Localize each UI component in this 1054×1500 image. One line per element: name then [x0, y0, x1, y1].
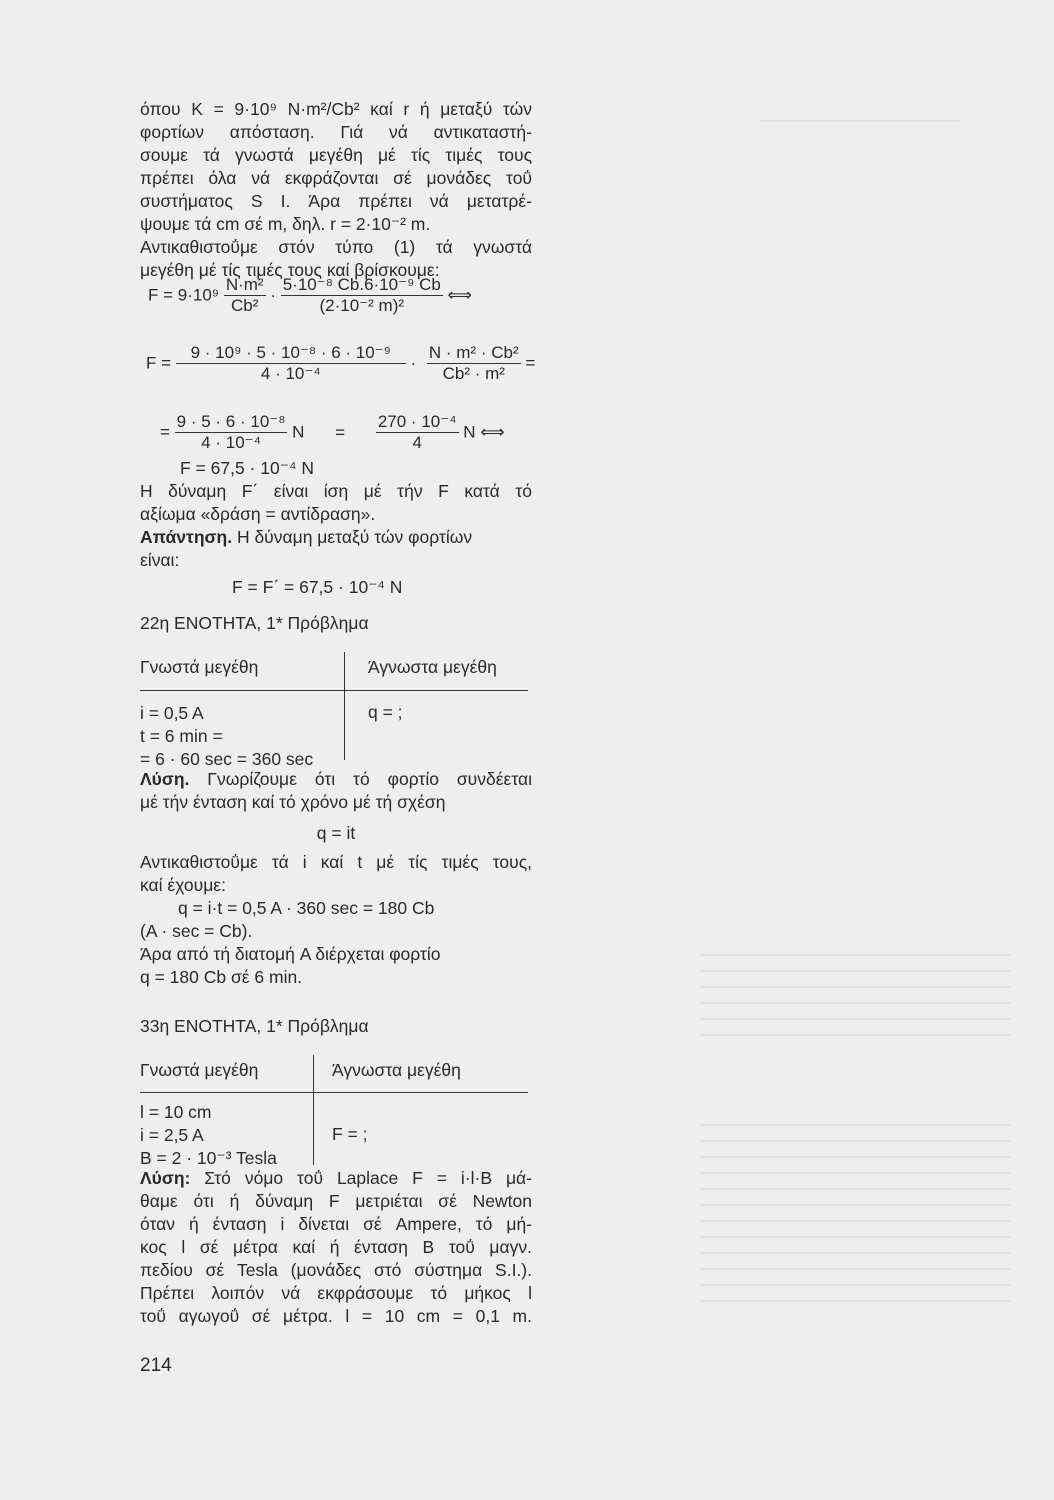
- answer-line: [140, 526, 532, 549]
- eq1-fraction-2: [281, 275, 443, 316]
- eq1-f1-numerator: N·m²: [225, 275, 264, 294]
- solution-2-line-2: μέ τήν ένταση καί τό χρόνο μέ τή σχέση: [140, 792, 446, 812]
- solution-2-formula: q = it: [316, 823, 356, 843]
- eq2-equals: =: [525, 353, 536, 373]
- eq2-f2-denominator: Cb² · m²: [442, 364, 505, 383]
- known-time: t = 6 min =: [140, 726, 223, 746]
- intro-line-6: ψουμε τά cm σέ m, δηλ. r = 2·10⁻² m.: [140, 214, 431, 234]
- intro-line-8: μεγέθη μέ τίς τιμές τους καί βρίσκουμε:: [140, 260, 440, 280]
- eq1-lhs: F = 9·10⁹: [148, 285, 220, 305]
- eq2-fraction-1: [176, 343, 406, 384]
- final-result: F = F΄ = 67,5 · 10⁻⁴ N: [232, 577, 403, 597]
- eq3-fraction-1: [175, 412, 288, 453]
- eq3-f1-denominator: 4 · 10⁻⁴: [201, 433, 261, 452]
- section-3-unknown-header: Άγνωστα μεγέθη: [332, 1060, 461, 1080]
- eq2-f1-numerator: 9 · 10⁹ · 5 · 10⁻⁸ · 6 · 10⁻⁹: [176, 343, 406, 364]
- section-3-title: 33η ΕΝΟΤΗΤΑ, 1* Πρόβλημα: [140, 1016, 369, 1036]
- intro-line-2: φορτίων απόσταση. Γιά νά αντικαταστή-: [140, 122, 532, 142]
- eq2-fraction-2: [427, 343, 521, 384]
- intro-line-4: πρέπει όλα νά εκφράζονται σέ μονάδες τοΰ: [140, 168, 532, 188]
- eq2-f1-denominator: 4 · 10⁻⁴: [260, 364, 321, 383]
- eq1-f2-denominator: (2·10⁻² m)²: [319, 296, 405, 315]
- section-2-known-values: [140, 702, 313, 771]
- solution-3-label: Λύση:: [140, 1168, 191, 1188]
- eq1-dot: ·: [270, 285, 276, 305]
- solution-2-line-1: [140, 768, 532, 791]
- solution-2-line-8: q = 180 Cb σέ 6 min.: [140, 967, 303, 987]
- solution-2-label: Λύση.: [140, 769, 190, 789]
- solution-3-text: Στό νόμο τοΰ Laplace F = i·l·B μά-: [190, 1168, 532, 1188]
- eq3-f1-numerator: 9 · 5 · 6 · 10⁻⁸: [176, 412, 286, 431]
- solution-2-text: Γνωρίζουμε ότι τό φορτίο συνδέεται: [189, 769, 532, 789]
- eq2-f2-numerator: N · m² · Cb²: [428, 343, 519, 362]
- eq2-lhs: F =: [146, 353, 172, 373]
- eq3-equivalence-arrow: ⟺: [480, 422, 505, 442]
- eq1-f1-denominator: Cb²: [230, 296, 259, 315]
- solution-3-line-5: πεδίου σέ Tesla (μονάδες στό σύστημα S.I.).: [140, 1260, 532, 1280]
- solution-3-line-4: κος l σέ μέτρα καί ή ένταση B τοΰ μαγν.: [140, 1237, 532, 1257]
- section-3-table-rule: [140, 1092, 528, 1093]
- known-current-3: i = 2,5 A: [140, 1125, 204, 1145]
- known-length: l = 10 cm: [140, 1102, 212, 1122]
- eq1-equivalence-arrow: ⟺: [447, 285, 472, 305]
- solution-3-line-7: τοΰ αγωγοΰ σέ μέτρα. l = 10 cm = 0,1 m.: [140, 1306, 532, 1326]
- intro-line-7: Αντικαθιστοΰμε στόν τύπο (1) τά γνωστά: [140, 237, 532, 257]
- section-2-title: 22η ΕΝΟΤΗΤΑ, 1* Πρόβλημα: [140, 613, 369, 633]
- page-number: 214: [140, 1355, 172, 1376]
- section-3-known-header: Γνωστά μεγέθη: [140, 1060, 259, 1080]
- solution-2-line-6: (A · sec = Cb).: [140, 921, 253, 941]
- section-2-known-header: Γνωστά μεγέθη: [140, 657, 259, 677]
- eq1-f2-numerator: 5·10⁻⁸ Cb.6·10⁻⁹ Cb: [282, 275, 441, 294]
- result-line-2: Η δύναμη F΄ είναι ίση μέ τήν F κατά τό: [140, 481, 532, 501]
- section-2-solution: [140, 768, 532, 989]
- intro-paragraph: [140, 98, 532, 282]
- result-line-1: F = 67,5 · 10⁻⁴ N: [180, 458, 314, 478]
- bleed-through-mark: [760, 120, 960, 122]
- bleed-through-block-2: [700, 1110, 1010, 1310]
- result-paragraph: [140, 457, 532, 599]
- known-current: i = 0,5 A: [140, 703, 204, 723]
- result-line-3: αξίωμα «δράση = αντίδραση».: [140, 504, 376, 524]
- known-field: B = 2 · 10⁻³ Tesla: [140, 1148, 277, 1168]
- eq3-unit-1: N: [292, 422, 305, 442]
- solution-2-line-4: καί έχουμε:: [140, 875, 226, 895]
- section-3-table-divider: [313, 1055, 314, 1165]
- section-3-solution: [140, 1167, 532, 1328]
- intro-line-5: συστήματος S I. Άρα πρέπει νά μετατρέ-: [140, 191, 532, 211]
- intro-line-1: όπου K = 9·10⁹ N·m²/Cb² καί r ή μεταξύ τών: [140, 99, 532, 119]
- answer-text: Η δύναμη μεταξύ τών φορτίων: [232, 527, 473, 547]
- solution-2-line-7: Άρα από τή διατομή A διέρχεται φορτίο: [140, 944, 441, 964]
- eq3-unit-2: N: [463, 422, 476, 442]
- eq3-f2-numerator: 270 · 10⁻⁴: [377, 412, 457, 431]
- solution-2-line-3: Αντικαθιστοΰμε τά i καί t μέ τίς τιμές τους,: [140, 852, 532, 872]
- result-line-5: είναι:: [140, 550, 180, 570]
- solution-3-line-3: όταν ή ένταση i δίνεται σέ Ampere, τό μή-: [140, 1214, 532, 1234]
- section-2-unknown-value: q = ;: [368, 702, 403, 722]
- eq2-dot: ·: [410, 353, 417, 373]
- intro-line-3: σουμε τά γνωστά μεγέθη μέ τίς τιμές τους: [140, 145, 532, 165]
- equation-3: [160, 412, 505, 453]
- eq3-middle-equals: =: [335, 422, 346, 442]
- bleed-through-block-1: [700, 940, 1010, 1050]
- section-2-table-divider: [344, 652, 345, 760]
- section-2-table-rule: [140, 690, 528, 691]
- eq1-fraction-1: [224, 275, 266, 316]
- solution-3-line-2: θαμε ότι ή δύναμη F μετριέται σέ Newton: [140, 1191, 532, 1211]
- solution-3-line-6: Πρέπει λοιπόν νά εκφράσουμε τό μήκος l: [140, 1283, 532, 1303]
- equation-1: [148, 275, 472, 316]
- eq3-lhs: =: [160, 422, 170, 442]
- solution-3-line-1: [140, 1167, 532, 1190]
- section-2-unknown-header: Άγνωστα μεγέθη: [368, 657, 497, 677]
- solution-2-line-5: q = i·t = 0,5 A · 360 sec = 180 Cb: [178, 898, 435, 918]
- section-3-known-values: [140, 1101, 277, 1170]
- eq3-fraction-2: [376, 412, 459, 453]
- eq3-f2-denominator: 4: [412, 433, 422, 452]
- answer-label: Απάντηση.: [140, 527, 233, 547]
- known-time-converted: = 6 · 60 sec = 360 sec: [140, 749, 314, 769]
- section-3-unknown-value: F = ;: [332, 1124, 368, 1144]
- equation-2: [146, 343, 535, 384]
